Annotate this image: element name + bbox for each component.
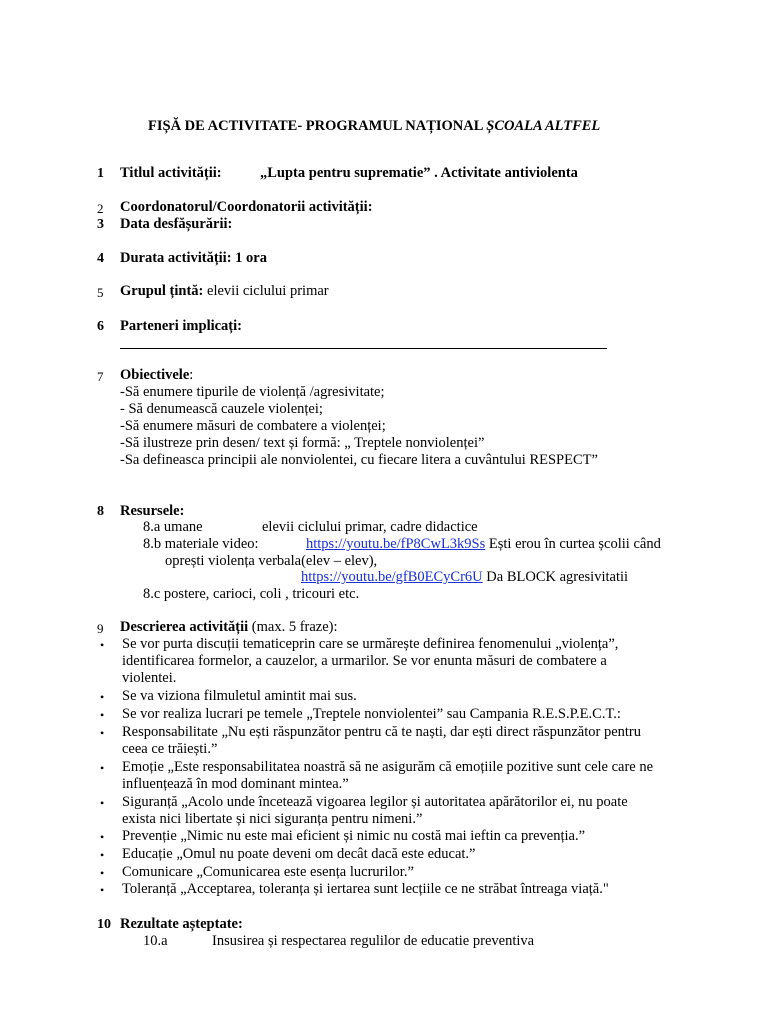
objective-item: -Să ilustreze prin desen/ text și formă: „ Treptele nonviolenței” [120, 435, 485, 451]
video-2-description: Da BLOCK agresivitatii [482, 569, 629, 585]
objective-item: -Să enumere tipurile de violență /agresivitate; [120, 384, 385, 400]
description-line: Responsabilitate „Nu ești răspunzător pentru că te naști, dar ești direct răspunzător pentru [122, 724, 641, 740]
document-title [148, 118, 600, 135]
title-main: FIȘĂ DE ACTIVITATE- PROGRAMUL NAȚIONAL [148, 118, 487, 134]
description-line: Se va viziona filmuletul amintit mai sus. [122, 688, 357, 704]
description-line: exista nici libertate și nici siguranța pentru nimeni.” [122, 811, 423, 827]
item-number-7: 7 [97, 369, 104, 384]
item-number-8: 8 [97, 504, 104, 519]
resource-human-value: elevii ciclului primar, cadre didactice [262, 519, 478, 535]
video-link-1[interactable]: https://youtu.be/fP8CwL3k9Ss [306, 536, 486, 552]
resource-video-line2 [301, 569, 628, 586]
objective-item: - Să denumească cauzele violenței; [120, 401, 323, 417]
activity-title-label: Titlul activității: [120, 165, 222, 181]
target-value: elevii ciclului primar [203, 283, 329, 299]
objectives-colon: : [189, 367, 194, 383]
description-line: Comunicare „Comunicarea este esența lucrurilor.” [122, 864, 414, 880]
partners-fill-line [120, 348, 607, 349]
bullet-icon: • [100, 848, 105, 862]
item-number-1: 1 [97, 166, 104, 181]
resource-video-line1 [306, 536, 661, 553]
description-line: Se vor purta discuții tematiceprin care se urmărește definirea fenomenului „violența”, [122, 636, 619, 652]
video-link-2[interactable]: https://youtu.be/gfB0ECyCr6U [301, 569, 483, 585]
description-line: ceea ce trăiești.” [122, 741, 218, 757]
item-number-9: 9 [97, 621, 104, 636]
resources-label: Resursele: [120, 503, 185, 519]
date-label: Data desfășurării: [120, 216, 233, 232]
description-line: Educație „Omul nu poate deveni om decât dacă este educat.” [122, 846, 476, 862]
resource-human-label: 8.a umane [143, 519, 203, 535]
video-1-description-cont: oprești violența verbala(elev – elev), [165, 553, 378, 569]
item-number-10: 10 [97, 917, 111, 932]
description-note: (max. 5 fraze): [248, 619, 338, 635]
description-line: identificarea formelor, a cauzelor, a urmarilor. Se vor enunta măsuri de combatere a [122, 653, 607, 669]
description-line: Toleranță „Acceptarea, toleranța și iertarea sunt lecțiile ce ne străbat întreaga viață." [122, 881, 609, 897]
title-italic: ȘCOALA ALTFEL [486, 118, 601, 134]
partners-label: Parteneri implicați: [120, 318, 242, 334]
coordinators-label: Coordonatorul/Coordonatorii activității: [120, 199, 373, 215]
resource-materials: 8.c postere, carioci, coli , tricouri etc. [143, 586, 360, 602]
description-label: Descrierea activității [120, 619, 249, 635]
bullet-icon: • [100, 830, 105, 844]
description-line: violentei. [122, 670, 177, 686]
item-number-6: 6 [97, 319, 104, 334]
target-group [120, 283, 329, 300]
resource-video-label: 8.b materiale video: [143, 536, 259, 552]
item-number-5: 5 [97, 285, 104, 300]
description-line: Siguranță „Acolo unde încetează vigoarea legilor și autoritatea apărătorilor ei, nu poate [122, 794, 628, 810]
bullet-icon: • [100, 866, 105, 880]
results-label: Rezultate așteptate: [120, 916, 243, 932]
description-line: influențează în mod dominant mintea.” [122, 776, 349, 792]
objective-item: -Să enumere măsuri de combatere a violenței; [120, 418, 386, 434]
item-number-4: 4 [97, 251, 104, 266]
result-a-value: Insusirea și respectarea regulilor de educatie preventiva [212, 933, 535, 949]
bullet-icon: • [100, 726, 105, 740]
bullet-icon: • [100, 883, 105, 897]
description-heading [120, 619, 338, 636]
bullet-icon: • [100, 638, 105, 652]
description-line: Se vor realiza lucrari pe temele „Treptele nonviolentei” sau Campania R.E.S.P.E.C.T.: [122, 706, 621, 722]
activity-title-value: „Lupta pentru suprematie” . Activitate antiviolenta [260, 165, 578, 181]
bullet-icon: • [100, 708, 105, 722]
target-label: Grupul țintă: [120, 283, 204, 299]
duration-label: Durata activității: 1 ora [120, 250, 267, 266]
item-number-2: 2 [97, 201, 104, 216]
bullet-icon: • [100, 796, 105, 810]
objective-item: -Sa defineasca principii ale nonviolentei, cu fiecare litera a cuvântului RESPECT” [120, 452, 598, 468]
result-a-label: 10.a [143, 933, 168, 949]
item-number-3: 3 [97, 217, 104, 232]
objectives-label: Obiectivele [120, 367, 190, 383]
description-line: Emoție „Este responsabilitatea noastră să ne asigurăm că emoțiile pozitive sunt cele care ne [122, 759, 654, 775]
bullet-icon: • [100, 690, 105, 704]
video-1-description: Ești erou în curtea școlii când [485, 536, 661, 552]
objectives-heading [120, 367, 193, 384]
description-line: Prevenție „Nimic nu este mai eficient și nimic nu costă mai ieftin ca prevenția.” [122, 828, 586, 844]
bullet-icon: • [100, 761, 105, 775]
